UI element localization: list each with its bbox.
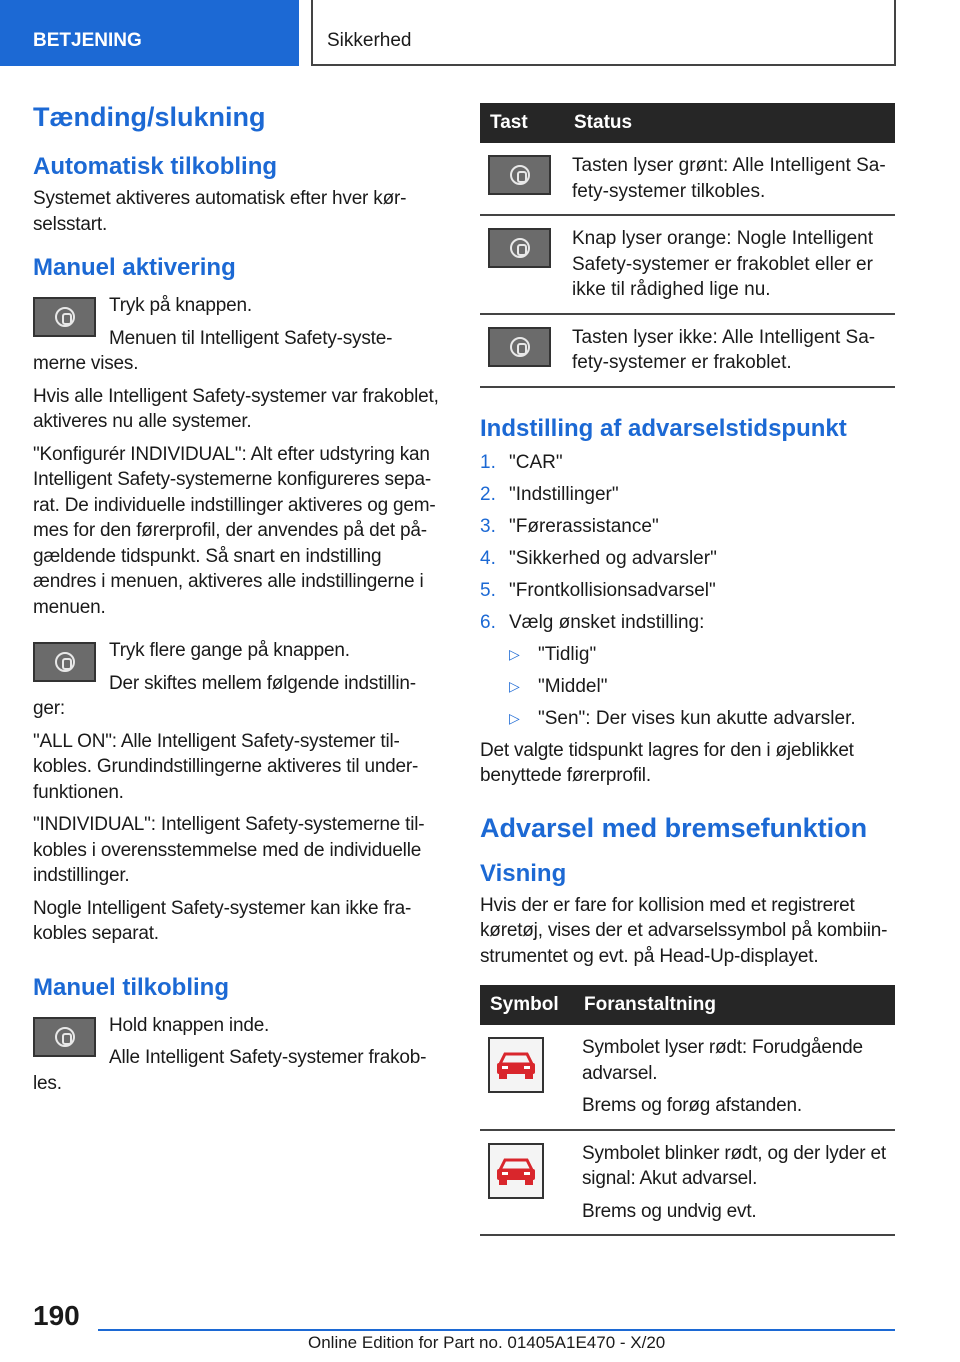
table-header: Symbol [480,985,574,1025]
paragraph: Nogle Intelligent Safety-systemer kan ikke fra-kobles separat. [33,897,412,944]
triangle-bullet-icon: ▷ [509,709,520,726]
right-column [480,103,895,1236]
table-row [480,314,895,387]
symbol-table [480,985,895,1236]
intelligent-safety-button-icon [33,642,96,682]
table-row [480,1130,895,1236]
step-text: Der skiftes mellem følgende indstillin- [109,672,416,694]
list-item: 6. Vælg ønsket indstilling: [480,611,705,633]
step-text: Hold knappen inde. [109,1014,270,1036]
auto-text: Systemet aktiveres automatisk efter hver kør-selsstart. [33,188,407,235]
auto-heading: Automatisk tilkobling [33,153,278,180]
manual-deactivation-heading: Manuel tilkobling [33,973,229,1001]
step-list [480,450,895,636]
list-item: 5. "Frontkollisionsadvarsel" [480,579,716,601]
button-instruction [33,1013,447,1078]
table-cell: Tasten lyser ikke: Alle Intelligent Sa-fety-systemer er frakoblet. [564,314,895,387]
list-item: 4. "Sikkerhed og advarsler" [480,547,717,569]
table-header: Tast [480,103,564,143]
list-item: ▷ "Tidlig" [509,642,895,668]
list-item: 3. "Førerassistance" [480,515,659,537]
list-item: ▷ "Middel" [509,674,895,700]
table-cell: Symbolet lyser rødt: Forudgående advarsel. [582,1037,863,1084]
intelligent-safety-button-icon [33,297,96,337]
warning-time-heading: Indstilling af advarselstidspunkt [480,414,847,442]
list-item: 2. "Indstillinger" [480,483,619,505]
intelligent-safety-button-icon [488,155,551,195]
manual-activation-heading: Manuel aktivering [33,254,236,281]
manual-activation-section [33,253,447,947]
step-text: Tryk flere gange på knappen. [109,640,350,661]
table-row [480,215,895,314]
paragraph: Hvis der er fare for kollision med et registreret køretøj, vises der et advarselssymbol på kombiin-strumentet og evt. på Head-Up-displayet. [480,894,888,967]
page-header [0,0,960,66]
step-text: Alle Intelligent Safety-systemer frakob- [109,1047,427,1068]
table-header: Status [564,103,895,143]
button-instruction [33,638,447,703]
step-text: Tryk på knappen. [109,295,252,316]
list-item: ▷ "Sen": Der vises kun akutte advarsler. [509,706,895,732]
triangle-bullet-icon: ▷ [509,677,520,694]
step-text: Menuen til Intelligent Safety-syste- [109,327,393,349]
section-tab: BETJENING [0,0,299,66]
footer-divider [98,1329,895,1331]
status-table [480,103,895,388]
left-column [33,100,447,1112]
paragraph: "INDIVIDUAL": Intelligent Safety-systemerne til-kobles i overensstemmelse med de individuelle indstillinger. [33,814,425,886]
table-cell: Tasten lyser grønt: Alle Intelligent Sa-fety-systemer tilkobles. [564,143,895,215]
paragraph: Det valgte tidspunkt lagres for den i øjeblikket benyttede førerprofil. [480,739,854,786]
car-collision-warning-icon [488,1037,544,1093]
paragraph: Hvis alle Intelligent Safety-systemer var frakoblet, aktiveres nu alle systemer. [33,385,439,432]
manual-deactivation-section [33,973,447,1097]
page-number: 190 [33,1300,80,1331]
intelligent-safety-button-icon [488,228,551,268]
page-title: Tænding/slukning [33,102,266,132]
table-cell: Knap lyser orange: Nogle Intelligent Safety-systemer er frakoblet eller er ikke til rådighed lige nu. [564,215,895,314]
edition-note: Online Edition for Part no. 01405A1E470 - X/20 [308,1333,666,1352]
list-item: 1. "CAR" [480,451,563,473]
table-cell: Brems og undvig evt. [582,1200,757,1222]
button-instruction [33,293,447,358]
car-collision-warning-icon [488,1143,544,1199]
table-cell: Brems og forøg afstanden. [582,1095,802,1116]
table-cell: Symbolet blinker rødt, og der lyder et signal: Akut advarsel. [582,1142,886,1189]
brake-warning-section [480,811,895,970]
step-text-continued: les. [33,1072,62,1094]
chapter-title: Sikkerhed [311,0,896,66]
auto-section [33,152,447,237]
paragraph: "Konfigurér INDIVIDUAL": Alt efter udstyring kan Intelligent Safety-systemerne konfigureres sepa-rat. De individuelle indstillinger aktiveres og gem-mes for den førerprofil, der anvendes på det på-gældende tidspunkt. Så snart en indstilling ændres i menuen, aktiveres alle indstillingerne i menuen. [33,443,436,618]
table-row [480,1025,895,1130]
step-text-continued: ger: [33,698,65,719]
table-header: Foranstaltning [574,985,895,1025]
section-title: Advarsel med bremsefunktion [480,812,868,843]
warning-time-section [480,414,895,789]
paragraph: "ALL ON": Alle Intelligent Safety-systemer til-kobles. Grundindstillingerne aktiveres til under-funktionen. [33,730,419,803]
triangle-bullet-icon: ▷ [509,645,520,662]
option-list [509,642,895,732]
intelligent-safety-button-icon [33,1017,96,1057]
step-text-continued: merne vises. [33,353,139,374]
table-row [480,143,895,215]
display-heading: Visning [480,859,567,887]
intelligent-safety-button-icon [488,327,551,367]
